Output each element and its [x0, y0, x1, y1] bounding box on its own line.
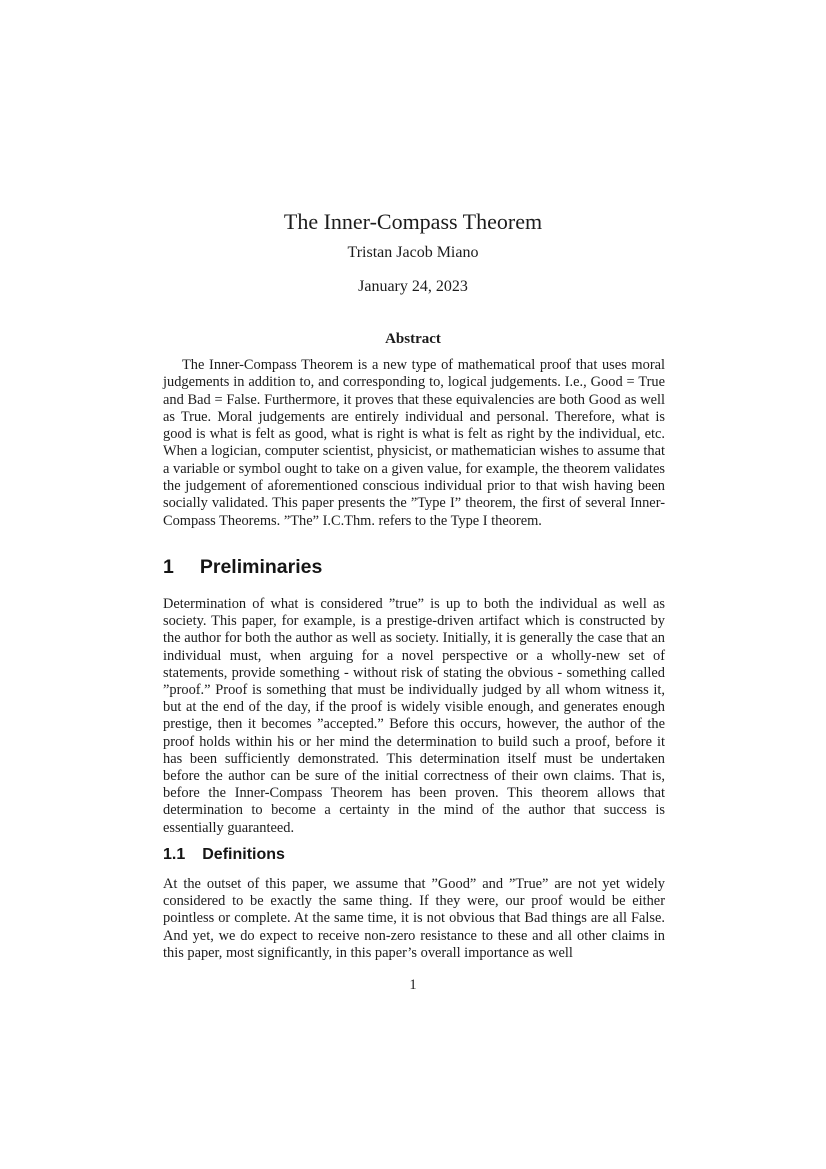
- abstract-heading: Abstract: [385, 331, 441, 347]
- paper-title: The Inner-Compass Theorem: [283, 208, 543, 234]
- section-title: Preliminaries: [199, 556, 323, 578]
- subsection-heading-definitions: [163, 846, 683, 864]
- paper-author: Tristan Jacob Miano: [347, 244, 479, 261]
- section-number: 1: [163, 556, 174, 578]
- section-heading-preliminaries: [163, 556, 683, 579]
- paper-date: January 24, 2023: [358, 278, 468, 295]
- subsection-definitions-paragraph: At the outset of this paper, we assume that ”Good” and ”True” are not yet widely considered to be exactly the same thing. If they were, our proof would be either pointless or complete. At the same time, it is not obvious that Bad things are all False. And yet, we do expect to receive non-zero resistance to these and all other claims in this paper, most significantly, in this paper’s overall importance as well: [163, 876, 665, 961]
- subsection-title: Definitions: [202, 846, 285, 863]
- section-preliminaries-paragraph: Determination of what is considered ”true” is up to both the individual as well as society. This paper, for example, is a prestige-driven artifact which is constructed by the author for both the author as well as society. Initially, it is generally the case that an individual must, when arguing for a novel perspective or a wholly-new set of statements, provide something - without risk of stating the obvious - something called ”proof.” Proof is something that must be individually judged by all whom witness it, but at the end of the day, if the proof is widely visible enough, and generates enough prestige, then it becomes ”accepted.” Before this occurs, however, the author of the proof holds within his or her mind the determination to build such a proof, before it has been sufficiently demonstrated. This determination itself must be undertaken before the author can be sure of the initial correctness of their own claims. That is, before the Inner-Compass Theorem has been proven. This theorem allows that determination to become a certainty in the mind of the author that success is essentially guaranteed.: [163, 596, 665, 836]
- page-number: 1: [409, 977, 417, 993]
- subsection-number: 1.1: [163, 846, 186, 863]
- abstract-text: The Inner-Compass Theorem is a new type of mathematical proof that uses moral judgements in addition to, and corresponding to, logical judgements. I.e., Good = True and Bad = False. Furthermore, it proves that these equivalencies are both Good as well as True. Moral judgements are entirely individual and personal. Therefore, what is good is what is felt as good, what is right is what is felt as right by the individual, etc. When a logician, computer scientist, physicist, or mathematician wishes to assume that a variable or symbol ought to take on a given value, for example, the theorem validates the judgement of aforementioned conscious individual prior to that wish having been socially validated. This paper presents the ”Type I” theorem, the first of several Inner-Compass Theorems. ”The” I.C.Thm. refers to the Type I theorem.: [163, 357, 665, 529]
